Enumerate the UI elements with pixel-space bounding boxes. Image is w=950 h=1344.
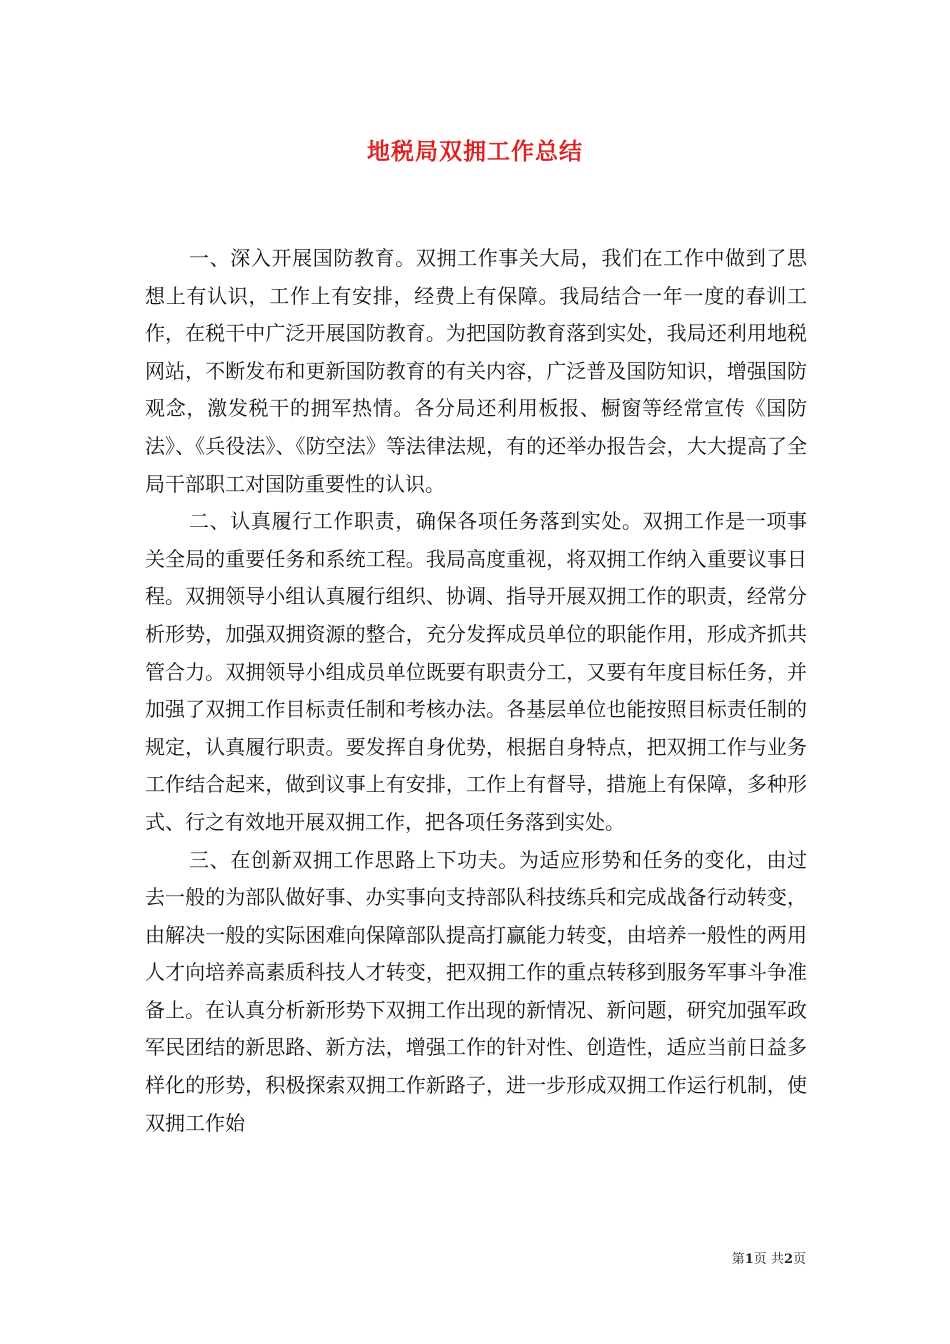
footer-prefix: 第 (731, 1252, 745, 1267)
page-number-footer (732, 1248, 806, 1267)
paragraph-2: 二、认真履行工作职责，确保各项任务落到实处。双拥工作是一项事关全局的重要任务和系统工程。我局高度重视，将双拥工作纳入重要议事日程。双拥领导小组认真履行组织、协调、指导开展双拥工作的职责，经常分析形势，加强双拥资源的整合，充分发挥成员单位的职能作用，形成齐抓共管合力。双拥领导小组成员单位既要有职责分工，又要有年度目标任务，并加强了双拥工作目标责任制和考核办法。各基层单位也能按照目标责任制的规定，认真履行职责。要发挥自身优势，根据自身特点，把双拥工作与业务工作结合起来，做到议事上有安排，工作上有督导，措施上有保障，多种形式、行之有效地开展双拥工作，把各项任务落到实处。 (145, 509, 807, 834)
total-page-number: 2 (783, 1252, 793, 1267)
document-title: 地税局双拥工作总结 (367, 138, 583, 165)
paragraph-3: 三、在创新双拥工作思路上下功夫。为适应形势和任务的变化，由过去一般的为部队做好事、办实事向支持部队科技练兵和完成战备行动转变，由解决一般的实际困难向保障部队提高打赢能力转变，由培养一般性的两用人才向培养高素质科技人才转变，把双拥工作的重点转移到服务军事斗争准备上。在认真分析新形势下双拥工作出现的新情况、新问题，研究加强军政军民团结的新思路、新方法，增强工作的针对性、创造性，适应当前日益多样化的形势，积极探索双拥工作新路子，进一步形成双拥工作运行机制，使双拥工作始 (145, 847, 807, 1135)
document-body (145, 240, 807, 1142)
paragraph-1: 一、深入开展国防教育。双拥工作事关大局，我们在工作中做到了思想上有认识，工作上有安排，经费上有保障。我局结合一年一度的春训工作，在税干中广泛开展国防教育。为把国防教育落到实处，我局还利用地税网站，不断发布和更新国防教育的有关内容，广泛普及国防知识，增强国防观念，激发税干的拥军热情。各分局还利用板报、橱窗等经常宣传《国防法》、《兵役法》、《防空法》等法律法规，有的还举办报告会，大大提高了全局干部职工对国防重要性的认识。 (145, 246, 807, 496)
footer-middle: 页 共 (753, 1252, 784, 1267)
footer-suffix: 页 (792, 1252, 806, 1267)
current-page-number: 1 (744, 1252, 754, 1267)
